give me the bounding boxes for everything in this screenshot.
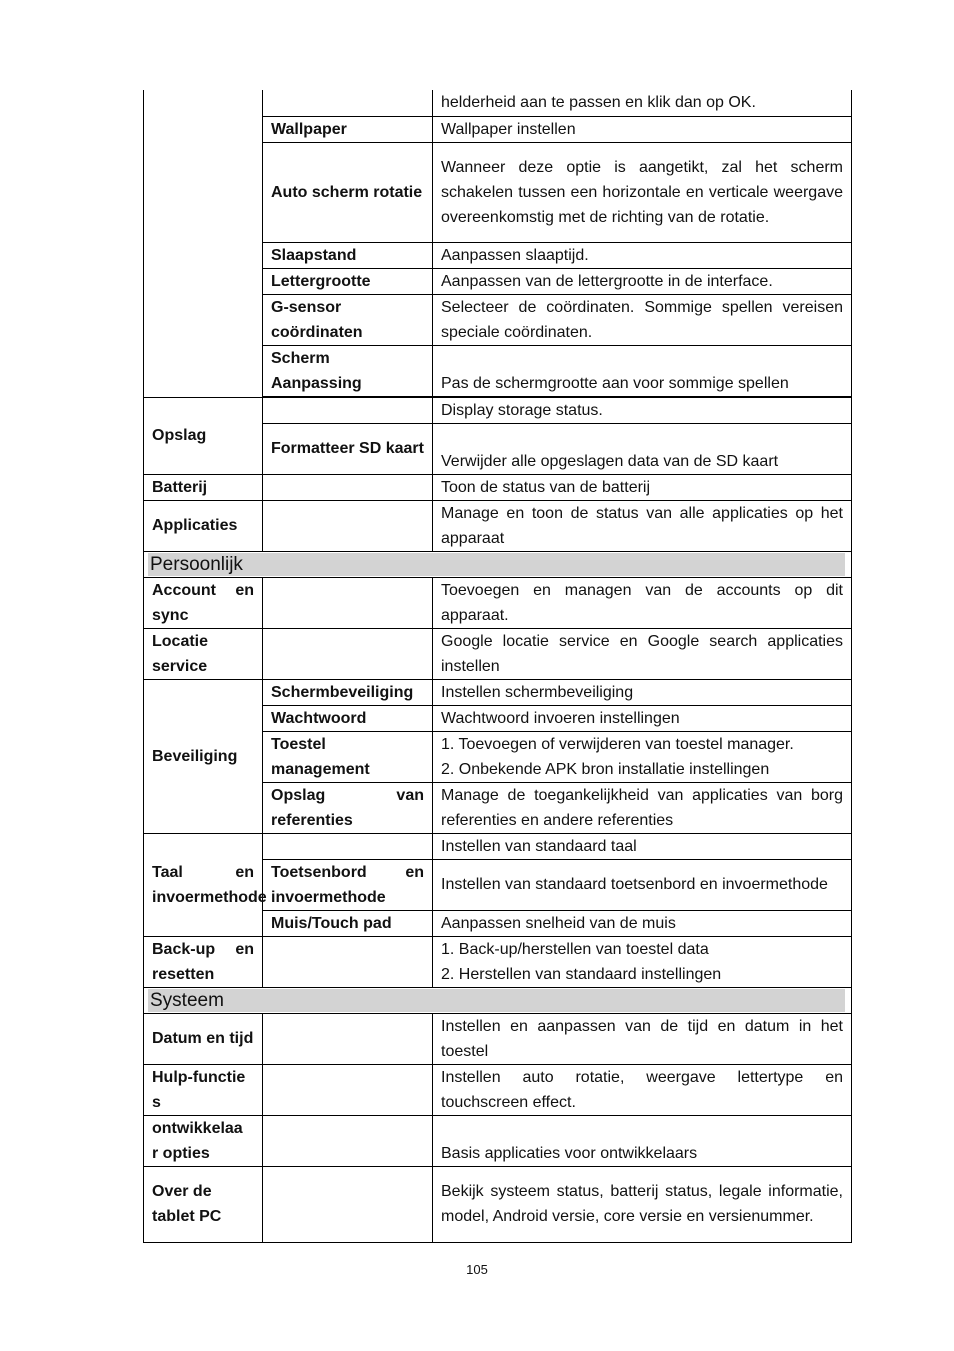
subcategory-schermbeveiliging: Schermbeveiliging (263, 679, 433, 705)
description-datum-tijd: Instellen en aanpassen van de tijd en datum in het toestel (433, 1013, 852, 1064)
category-datum-tijd: Datum en tijd (144, 1013, 263, 1064)
table-row (144, 397, 852, 423)
description-backup (433, 936, 852, 987)
subcategory-empty (263, 1064, 433, 1115)
subcategory-empty (263, 500, 433, 551)
subcategory-toetsenbord: Toetsenbord en invoermethode (263, 859, 433, 910)
description-ontwikkelaar: Basis applicaties voor ontwikkelaars (433, 1115, 852, 1166)
table-row (144, 628, 852, 679)
subcategory-empty (263, 397, 433, 423)
description-batterij: Toon de status van de batterij (433, 474, 852, 500)
table-row (144, 90, 852, 116)
subcategory-slaapstand: Slaapstand (263, 242, 433, 268)
subcategory-formatteer-sd: Formatteer SD kaart (263, 423, 433, 474)
table-row (144, 1115, 852, 1166)
table-row (144, 500, 852, 551)
table-row (144, 474, 852, 500)
description-wachtwoord: Wachtwoord invoeren instellingen (433, 705, 852, 731)
description-opslag-referenties: Manage de toegankelijkheid van applicaties van borg referenties en andere referenties (433, 782, 852, 833)
category-applicaties: Applicaties (144, 500, 263, 551)
description-slaapstand: Aanpassen slaaptijd. (433, 242, 852, 268)
table-row (144, 936, 852, 987)
category-ontwikkelaar: ontwikkelaa r opties (144, 1115, 263, 1166)
description-opslag-status: Display storage status. (433, 397, 852, 423)
description-formatteer-sd: Verwijder alle opgeslagen data van de SD kaart (433, 423, 852, 474)
category-opslag: Opslag (144, 397, 263, 474)
description-line: 1. Back-up/herstellen van toestel data (441, 940, 709, 958)
table-row (144, 577, 852, 628)
subcategory-toestel-management: Toestel management (263, 731, 433, 782)
category-account-sync: Account en sync (144, 577, 263, 628)
section-row-persoonlijk (144, 551, 852, 577)
category-hulpfuncties: Hulp-functie s (144, 1064, 263, 1115)
subcategory-lettergrootte: Lettergrootte (263, 268, 433, 294)
section-heading-persoonlijk: Persoonlijk (148, 553, 845, 576)
subcategory-empty (263, 1166, 433, 1242)
description-locatie: Google locatie service en Google search applicaties instellen (433, 628, 852, 679)
subcategory-empty (263, 1013, 433, 1064)
subcategory-wallpaper: Wallpaper (263, 116, 433, 142)
subcategory-wachtwoord: Wachtwoord (263, 705, 433, 731)
category-locatie: Locatie service (144, 628, 263, 679)
description-line: 2. Onbekende APK bron installatie instellingen (441, 760, 770, 778)
table-row (144, 1013, 852, 1064)
description-line: 2. Herstellen van standaard instellingen (441, 965, 722, 983)
description-wallpaper: Wallpaper instellen (433, 116, 852, 142)
description-toetsenbord: Instellen van standaard toetsenbord en invoermethode (433, 859, 852, 910)
description-taal: Instellen van standaard taal (433, 833, 852, 859)
description-cell: helderheid aan te passen en klik dan op OK. (433, 90, 852, 116)
category-over-tablet: Over de tablet PC (144, 1166, 263, 1242)
description-gsensor: Selecteer de coördinaten. Sommige spellen vereisen speciale coördinaten. (433, 294, 852, 345)
section-row-systeem (144, 987, 852, 1013)
subcategory-empty (263, 628, 433, 679)
subcategory-opslag-referenties: Opslag van referenties (263, 782, 433, 833)
description-line: 1. Toevoegen of verwijderen van toestel manager. (441, 735, 794, 753)
subcategory-muis-touchpad: Muis/Touch pad (263, 910, 433, 936)
description-hulpfuncties: Instellen auto rotatie, weergave lettertype en touchscreen effect. (433, 1064, 852, 1115)
table-row (144, 1064, 852, 1115)
subcategory-cell-empty (263, 90, 433, 116)
category-cell-empty (144, 90, 263, 397)
subcategory-empty (263, 936, 433, 987)
table-row (144, 1166, 852, 1242)
subcategory-empty (263, 474, 433, 500)
settings-table (143, 90, 852, 1243)
subcategory-empty (263, 577, 433, 628)
category-taal: Taal en invoermethode (144, 833, 263, 936)
table-row (144, 679, 852, 705)
category-batterij: Batterij (144, 474, 263, 500)
description-applicaties: Manage en toon de status van alle applicaties op het apparaat (433, 500, 852, 551)
page-number: 105 (466, 1262, 488, 1277)
subcategory-gsensor: G-sensor coördinaten (263, 294, 433, 345)
subcategory-empty (263, 833, 433, 859)
description-over-tablet: Bekijk systeem status, batterij status, legale informatie, model, Android versie, core versie en versienummer. (433, 1166, 852, 1242)
section-heading-systeem: Systeem (148, 989, 845, 1012)
description-lettergrootte: Aanpassen van de lettergrootte in de interface. (433, 268, 852, 294)
description-scherm-aanpassing: Pas de schermgrootte aan voor sommige spellen (433, 345, 852, 396)
section-cell (144, 987, 852, 1013)
subcategory-auto-rotatie: Auto scherm rotatie (263, 142, 433, 242)
description-toestel-management (433, 731, 852, 782)
description-muis-touchpad: Aanpassen snelheid van de muis (433, 910, 852, 936)
description-schermbeveiliging: Instellen schermbeveiliging (433, 679, 852, 705)
section-cell (144, 551, 852, 577)
description-auto-rotatie: Wanneer deze optie is aangetikt, zal het scherm schakelen tussen een horizontale en verticale weergave overeenkomstig met de richting van de rotatie. (433, 142, 852, 242)
category-beveiliging: Beveiliging (144, 679, 263, 833)
category-backup: Back-up en resetten (144, 936, 263, 987)
table-row (144, 833, 852, 859)
subcategory-empty (263, 1115, 433, 1166)
subcategory-scherm-aanpassing: Scherm Aanpassing (263, 345, 433, 396)
description-account-sync: Toevoegen en managen van de accounts op dit apparaat. (433, 577, 852, 628)
